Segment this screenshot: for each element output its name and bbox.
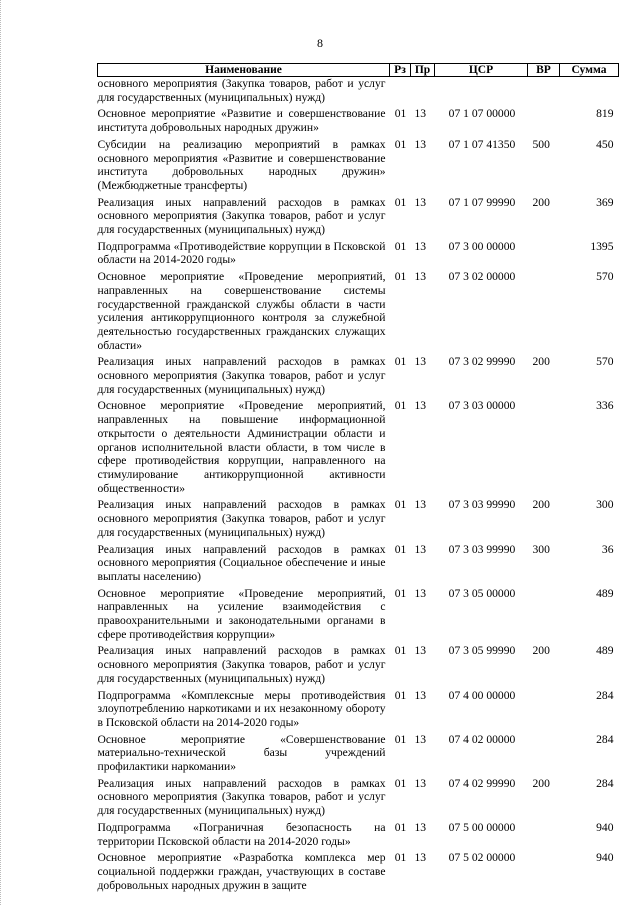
table-row: [98, 138, 619, 196]
cell-pr: [411, 77, 435, 108]
cell-sum: 1395: [590, 239, 614, 253]
table-row: [98, 851, 619, 895]
cell-pr: 13: [414, 107, 427, 121]
cell-vr: [528, 733, 560, 777]
cell-sum: 284: [596, 732, 614, 746]
cell-csr: 07 3 05 99990: [448, 644, 516, 658]
table-body: [98, 77, 619, 896]
cell-pr: 13: [414, 270, 427, 284]
cell-name: Подпрограмма «Противодействие коррупции в Псковской области на 2014-2020 годы»: [97, 239, 386, 267]
header-name: Наименование: [98, 64, 390, 77]
cell-name: Реализация иных направлений расходов в рамках основного мероприятия (Закупка товаров, работ и услуг для государственных (муниципальных) нужд): [97, 195, 386, 237]
cell-sum: 336: [596, 399, 614, 413]
cell-sum: 284: [596, 776, 614, 790]
cell-rz: [390, 77, 411, 108]
cell-rz: 01: [394, 776, 407, 790]
cell-rz: 01: [394, 270, 407, 284]
cell-csr: 07 1 07 99990: [448, 195, 516, 209]
table-row: [98, 355, 619, 399]
cell-pr: 13: [414, 732, 427, 746]
header-pr: Пр: [411, 64, 435, 77]
cell-rz: 01: [394, 820, 407, 834]
cell-vr: [528, 689, 560, 733]
cell-pr: 13: [414, 776, 427, 790]
cell-vr: [528, 77, 560, 108]
table-row: [98, 777, 619, 821]
table-row: [98, 733, 619, 777]
table-row: [98, 587, 619, 645]
cell-sum: 300: [596, 498, 614, 512]
table-row: [98, 399, 619, 498]
cell-rz: 01: [394, 644, 407, 658]
page-number: 8: [317, 36, 323, 50]
cell-csr: 07 4 00 00000: [448, 688, 516, 702]
cell-pr: 13: [414, 851, 427, 865]
cell-csr: 07 3 05 00000: [448, 586, 516, 600]
cell-pr: 13: [414, 498, 427, 512]
cell-name: Основное мероприятие «Проведение мероприятий, направленных на повышение информационной открытости о деятельности Администрации области и органов исполнительной власти области, в том числе в сфере противодействия коррупции, направленного на стимулирование антикоррупционной активности общественности»: [97, 399, 386, 495]
cell-vr: 200: [532, 776, 550, 790]
cell-rz: 01: [394, 399, 407, 413]
cell-vr: [528, 587, 560, 645]
scan-edge: [0, 0, 7, 905]
cell-vr: [528, 851, 560, 895]
cell-vr: 500: [532, 137, 550, 151]
cell-sum: 36: [601, 542, 614, 556]
cell-rz: 01: [394, 498, 407, 512]
cell-csr: 07 3 03 00000: [448, 399, 516, 413]
cell-vr: [528, 240, 560, 270]
header-rz: Рз: [390, 64, 411, 77]
cell-name: Реализация иных направлений расходов в рамках основного мероприятия (Закупка товаров, работ и услуг для государственных (муниципальных) нужд): [97, 644, 386, 685]
header-vr: ВР: [528, 64, 560, 77]
cell-rz: 01: [394, 688, 407, 702]
cell-rz: 01: [394, 195, 407, 209]
cell-rz: 01: [394, 851, 407, 865]
cell-vr: 300: [532, 542, 550, 556]
cell-csr: 07 3 00 00000: [448, 239, 516, 253]
cell-vr: [528, 821, 560, 851]
cell-vr: 200: [532, 498, 550, 512]
cell-name: основного мероприятия (Закупка товаров, работ и услуг для государственных (муниципальных) нужд): [97, 77, 386, 104]
cell-sum: 940: [596, 820, 614, 834]
cell-sum: 570: [596, 270, 614, 284]
cell-vr: 200: [532, 195, 550, 209]
cell-name: Субсидии на реализацию мероприятий в рамках основного мероприятия «Развитие и совершенствование института добровольных народных дружин» (Межбюджетные трансферты): [97, 137, 386, 192]
cell-sum: 819: [596, 107, 614, 121]
cell-rz: 01: [394, 355, 407, 369]
table-row: [98, 821, 619, 851]
table-row: [98, 644, 619, 688]
cell-rz: 01: [394, 239, 407, 253]
cell-rz: 01: [394, 732, 407, 746]
cell-vr: [528, 399, 560, 498]
cell-rz: 01: [394, 586, 407, 600]
cell-pr: 13: [414, 399, 427, 413]
table-row: [98, 270, 619, 355]
budget-table: [97, 63, 619, 895]
cell-pr: 13: [414, 688, 427, 702]
cell-csr: 07 3 03 99990: [448, 542, 516, 556]
cell-sum: 369: [596, 195, 614, 209]
cell-vr: [528, 107, 560, 137]
cell-csr: 07 3 03 99990: [448, 498, 516, 512]
table-row: [98, 689, 619, 733]
cell-sum: 940: [596, 851, 614, 865]
cell-sum: 570: [596, 355, 614, 369]
cell-name: Основное мероприятие «Проведение мероприятий, направленных на усиление взаимодействия с правоохранительными и законодательными органами в сфере противодействия коррупции»: [97, 586, 386, 641]
table-header-row: [98, 64, 619, 77]
cell-csr: 07 5 00 00000: [448, 820, 516, 834]
header-sum: Сумма: [560, 64, 619, 77]
cell-csr: 07 5 02 00000: [448, 851, 516, 865]
cell-name: Реализация иных направлений расходов в рамках основного мероприятия (Социальное обеспечение и иные выплаты населению): [97, 542, 386, 583]
cell-pr: 13: [414, 195, 427, 209]
cell-csr: 07 4 02 99990: [448, 776, 516, 790]
cell-name: Основное мероприятие «Совершенствование материально-технической базы учреждений профилактики наркомании»: [97, 732, 386, 774]
cell-pr: 13: [414, 644, 427, 658]
table-row: [98, 498, 619, 542]
cell-name: Подпрограмма «Комплексные меры противодействия злоупотреблению наркотиками и их незаконному обороту в Псковской области на 2014-2020 годы»: [97, 688, 386, 729]
cell-csr: [435, 77, 528, 108]
cell-pr: 13: [414, 542, 427, 556]
cell-pr: 13: [414, 355, 427, 369]
cell-sum: [560, 77, 619, 108]
cell-name: Основное мероприятие «Проведение мероприятий, направленных на совершенствование системы государственной гражданской службы области в части усиления антикоррупционного контроля за служебной деятельностью государственных гражданских служащих области»: [97, 270, 386, 352]
cell-pr: 13: [414, 586, 427, 600]
cell-csr: 07 1 07 41350: [448, 137, 516, 151]
cell-pr: 13: [414, 239, 427, 253]
cell-csr: 07 3 02 00000: [448, 270, 516, 284]
cell-pr: 13: [414, 820, 427, 834]
cell-vr: 200: [532, 355, 550, 369]
cell-sum: 489: [596, 586, 614, 600]
table-row: [98, 196, 619, 240]
cell-rz: 01: [394, 137, 407, 151]
cell-csr: 07 4 02 00000: [448, 732, 516, 746]
cell-rz: 01: [394, 542, 407, 556]
cell-name: Основное мероприятие «Развитие и совершенствование института добровольных народных дружин»: [97, 107, 386, 135]
cell-name: Реализация иных направлений расходов в рамках основного мероприятия (Закупка товаров, работ и услуг для государственных (муниципальных) нужд): [97, 776, 386, 818]
cell-sum: 489: [596, 644, 614, 658]
cell-vr: 200: [532, 644, 550, 658]
cell-name: Реализация иных направлений расходов в рамках основного мероприятия (Закупка товаров, работ и услуг для государственных (муниципальных) нужд): [97, 498, 386, 539]
cell-sum: 450: [596, 137, 614, 151]
cell-pr: 13: [414, 137, 427, 151]
cell-name: Реализация иных направлений расходов в рамках основного мероприятия (Закупка товаров, работ и услуг для государственных (муниципальных) нужд): [97, 355, 386, 396]
table-row: [98, 543, 619, 587]
table-row: [98, 240, 619, 270]
cell-name: Основное мероприятие «Разработка комплекса мер социальной поддержки граждан, участвующих в составе добровольных народных дружин в защите: [97, 851, 386, 892]
cell-vr: [528, 270, 560, 355]
table-row: [98, 107, 619, 137]
table-row: [98, 77, 619, 108]
cell-csr: 07 1 07 00000: [448, 107, 516, 121]
cell-rz: 01: [394, 107, 407, 121]
header-csr: ЦСР: [435, 64, 528, 77]
cell-name: Подпрограмма «Пограничная безопасность на территории Псковской области на 2014-2020 годы»: [97, 820, 386, 848]
cell-csr: 07 3 02 99990: [448, 355, 516, 369]
cell-sum: 284: [596, 688, 614, 702]
